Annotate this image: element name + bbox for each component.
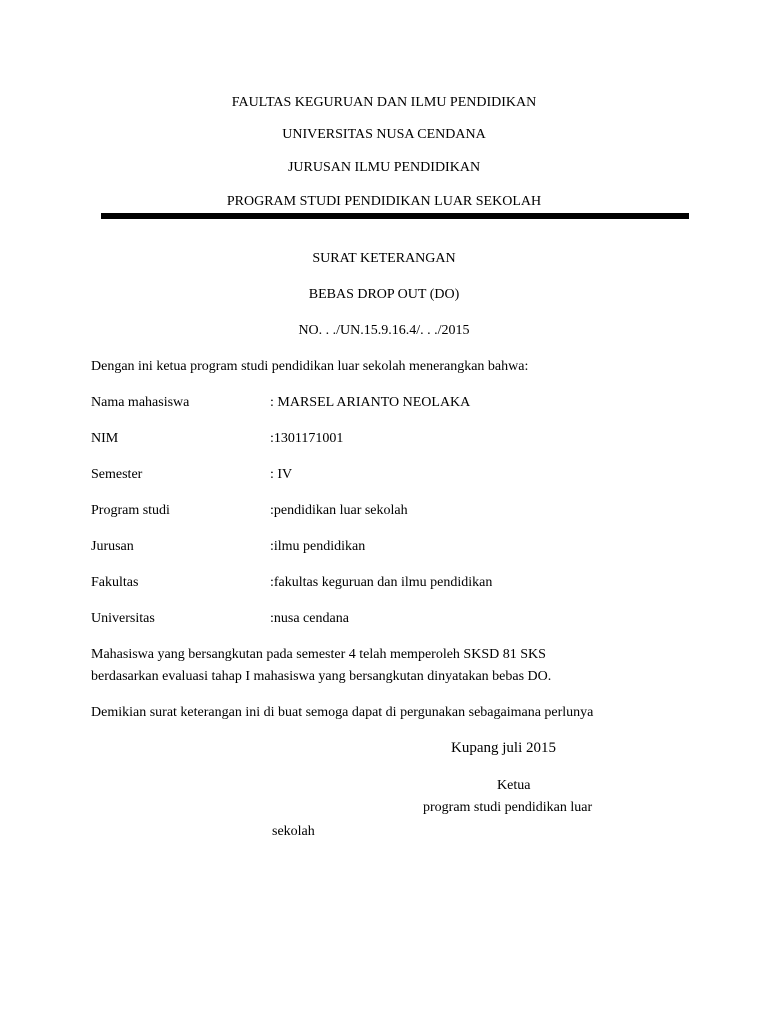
place-date: Kupang juli 2015 (451, 740, 556, 756)
field-value: :pendidikan luar sekolah (270, 503, 408, 518)
field-label: Nama mahasiswa (91, 395, 190, 410)
university-name: UNIVERSITAS NUSA CENDANA (282, 127, 486, 142)
field-value: : MARSEL ARIANTO NEOLAKA (270, 395, 471, 410)
statement-line-2: berdasarkan evaluasi tahap I mahasiswa yang bersangkutan dinyatakan bebas DO. (91, 669, 552, 684)
field-label: Universitas (91, 611, 155, 626)
field-label: Fakultas (91, 575, 139, 590)
field-value: :nusa cendana (270, 611, 349, 626)
field-value: :ilmu pendidikan (270, 539, 366, 554)
closing-text: Demikian surat keterangan ini di buat semoga dapat di pergunakan sebagaimana perlunya (91, 705, 594, 720)
signatory-role: Ketua (497, 778, 531, 793)
field-label: Semester (91, 467, 143, 482)
title-line-1: SURAT KETERANGAN (312, 251, 456, 266)
title-line-2: BEBAS DROP OUT (DO) (308, 287, 460, 302)
field-label: NIM (91, 431, 119, 446)
signatory-office-line-1: program studi pendidikan luar (423, 800, 593, 815)
header-divider (101, 213, 689, 219)
field-value: : IV (270, 467, 293, 482)
intro-text: Dengan ini ketua program studi pendidikan luar sekolah menerangkan bahwa: (91, 359, 529, 374)
field-label: Program studi (91, 503, 170, 518)
field-value: :1301171001 (270, 431, 344, 446)
field-value: :fakultas keguruan dan ilmu pendidikan (270, 575, 493, 590)
statement-line-1: Mahasiswa yang bersangkutan pada semester 4 telah memperoleh SKSD 81 SKS (91, 647, 546, 662)
faculty-name: FAULTAS KEGURUAN DAN ILMU PENDIDIKAN (231, 95, 537, 110)
letter-number: NO. . ./UN.15.9.16.4/. . ./2015 (298, 323, 470, 338)
study-program-name: PROGRAM STUDI PENDIDIKAN LUAR SEKOLAH (226, 194, 542, 209)
department-name: JURUSAN ILMU PENDIDIKAN (287, 160, 481, 175)
field-label: Jurusan (91, 539, 134, 554)
signatory-office-line-2: sekolah (272, 824, 315, 839)
